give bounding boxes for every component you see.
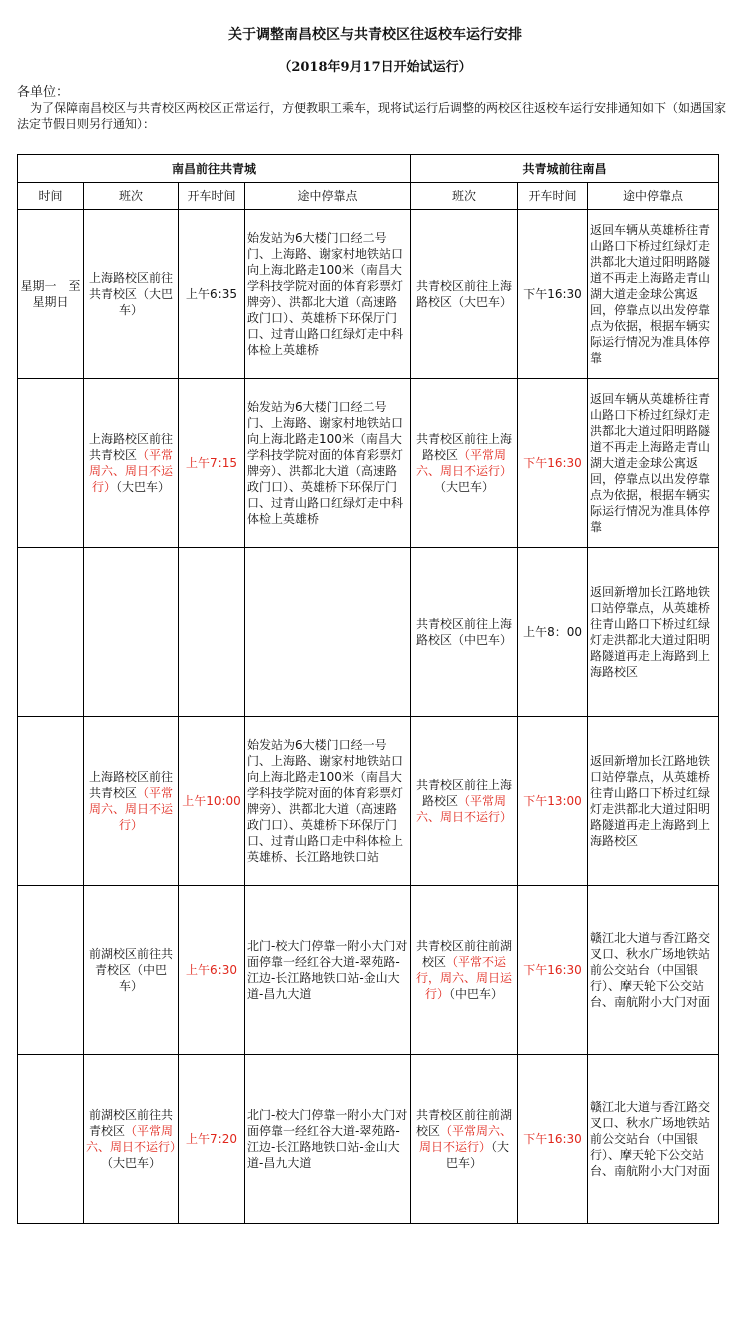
right-route-cell — [411, 717, 518, 886]
right-note: （平常周六、周日不运行） — [416, 794, 513, 824]
right-vehicle: （中巴车） — [449, 987, 504, 1001]
left-depart-cell: 上午6:35 — [179, 210, 245, 379]
right-vehicle: （大巴车） — [434, 480, 495, 494]
header-right-stops: 途中停靠点 — [588, 183, 719, 210]
intro-text: 为了保障南昌校区与共青校区两校区正常运行，方便教职工乘车，现将试运行后调整的两校区往返校车运行安排通知如下（如遇国家法定节假日则另行通知）： — [17, 101, 727, 131]
right-stops-cell: 赣江北大道与香江路交叉口、秋水广场地铁站前公交站台（中国银行）、摩天轮下公交站台、南航附小大门对面 — [588, 1055, 719, 1224]
period-cell — [18, 379, 84, 548]
table-row — [18, 717, 719, 886]
right-vehicle: （大巴车） — [452, 295, 513, 309]
period-cell — [18, 717, 84, 886]
left-route-cell — [84, 886, 179, 1055]
left-depart-cell: 上午6:30 — [179, 886, 245, 1055]
left-route: 上海路校区前往共青校区 — [88, 770, 173, 800]
right-vehicle: （大巴车） — [446, 1140, 510, 1170]
left-vehicle: （大巴车） — [118, 287, 174, 317]
right-route-cell — [411, 886, 518, 1055]
left-note: （平常周六、周日不运行） — [88, 786, 174, 832]
right-route-cell — [411, 548, 518, 717]
right-depart-cell: 下午16:30 — [518, 210, 588, 379]
right-route: 共青校区前往前湖校区 — [416, 939, 513, 969]
right-depart-cell: 上午8：00 — [518, 548, 588, 717]
doc-title: 关于调整南昌校区与共青校区往返校车运行安排 — [228, 27, 522, 43]
left-vehicle: （大巴车） — [116, 480, 171, 494]
left-vehicle: （中巴车） — [118, 963, 168, 993]
period-cell — [18, 1055, 84, 1224]
right-route: 共青校区前往上海路校区 — [416, 617, 513, 647]
right-depart-cell: 下午16:30 — [518, 886, 588, 1055]
left-depart-cell: 上午7:15 — [179, 379, 245, 548]
header-left-stops: 途中停靠点 — [245, 183, 411, 210]
table-row — [18, 210, 719, 379]
group-nanchang-to-gongqing: 南昌前往共青城 — [18, 155, 411, 183]
right-route-cell — [411, 210, 518, 379]
right-stops-cell: 返回新增加长江路地铁口站停靠点，从英雄桥往青山路口下桥过红绿灯走洪都北大道过阳明路隧道再走上海路到上海路校区 — [588, 717, 719, 886]
left-depart-cell: 上午10:00 — [179, 717, 245, 886]
left-route: 前湖校区前往共青校区 — [88, 1108, 173, 1138]
period-cell — [18, 548, 84, 717]
right-route: 共青校区前往前湖校区 — [416, 1108, 513, 1138]
right-note: （平常周六、周日不运行） — [416, 448, 513, 478]
right-depart-cell: 下午16:30 — [518, 1055, 588, 1224]
doc-subtitle: （2018年9月17日开始试运行） — [278, 60, 472, 75]
right-route: 共青校区前往上海路校区 — [416, 778, 513, 808]
right-route-cell — [411, 1055, 518, 1224]
right-note: （平常不运行，周六、周日运行） — [416, 955, 513, 1001]
left-stops-cell: 始发站为6大楼门口经二号门、上海路、谢家村地铁站口向上海北路走100米（南昌大学科技学院对面的体育彩票灯牌旁）、洪都北大道（高速路政门口）、英雄桥下环保厅门口、过青山路口红绿灯走中科体检上英雄桥 — [245, 379, 411, 548]
period-cell — [18, 886, 84, 1055]
right-route: 共青校区前往上海路校区 — [416, 432, 513, 462]
left-route: 上海路校区前往共青校区 — [88, 432, 173, 462]
left-route-cell — [84, 379, 179, 548]
header-right-depart: 开车时间 — [518, 183, 588, 210]
left-stops-cell: 始发站为6大楼门口经二号门、上海路、谢家村地铁站口向上海北路走100米（南昌大学科技学院对面的体育彩票灯牌旁）、洪都北大道（高速路政门口）、英雄桥下环保厅门口、过青山路口红绿灯走中科体检上英雄桥 — [245, 210, 411, 379]
left-route-cell — [84, 210, 179, 379]
header-time: 时间 — [18, 183, 84, 210]
right-stops-cell: 返回车辆从英雄桥往青山路口下桥过红绿灯走洪都北大道过阳明路隧道不再走上海路走青山湖大道走金球公寓返回，停靠点以出发停靠点为依据，根据车辆实际运行情况为准具体停靠 — [588, 379, 719, 548]
header-left-route: 班次 — [84, 183, 179, 210]
left-vehicle: （大巴车） — [100, 1156, 161, 1170]
left-route: 上海路校区前往共青校区 — [88, 271, 173, 301]
left-note: （平常周六、周日不运行） — [86, 1124, 183, 1154]
right-depart-cell: 下午16:30 — [518, 379, 588, 548]
left-depart-cell — [179, 548, 245, 717]
left-route-cell — [84, 1055, 183, 1224]
intro-paragraph — [17, 100, 733, 132]
left-stops-cell: 北门-校大门停靠一附小大门对面停靠一经红谷大道-翠苑路-江边-长江路地铁口站-金山大道-昌九大道 — [245, 1055, 411, 1224]
header-right-route: 班次 — [411, 183, 518, 210]
period-cell: 星期一 至 星期日 — [18, 210, 84, 379]
header-left-depart: 开车时间 — [179, 183, 245, 210]
right-vehicle: （中巴车） — [452, 633, 513, 647]
table-row — [18, 1055, 719, 1224]
right-depart-cell: 下午13:00 — [518, 717, 588, 886]
left-stops-cell: 北门-校大门停靠一附小大门对面停靠一经红谷大道-翠苑路-江边-长江路地铁口站-金山大道-昌九大道 — [245, 886, 411, 1055]
left-depart-cell: 上午7:20 — [179, 1055, 245, 1224]
right-stops-cell: 赣江北大道与香江路交叉口、秋水广场地铁站前公交站台（中国银行）、摩天轮下公交站台、南航附小大门对面 — [588, 886, 719, 1055]
left-route-cell — [84, 548, 179, 717]
group-gongqing-to-nanchang: 共青城前往南昌 — [411, 155, 719, 183]
schedule-table — [17, 154, 719, 1224]
left-note: （平常周六、周日不运行） — [88, 448, 174, 494]
table-row — [18, 548, 719, 717]
right-note: （平常周六、周日不运行） — [419, 1124, 513, 1154]
left-route: 前湖校区前往共青校区 — [88, 947, 173, 977]
table-row — [18, 886, 719, 1055]
left-stops-cell — [245, 548, 411, 717]
salutation: 各单位： — [17, 85, 70, 100]
right-stops-cell: 返回新增加长江路地铁口站停靠点，从英雄桥往青山路口下桥过红绿灯走洪都北大道过阳明路隧道再走上海路到上海路校区 — [588, 548, 719, 717]
left-route-cell — [84, 717, 179, 886]
right-stops-cell: 返回车辆从英雄桥往青山路口下桥过红绿灯走洪都北大道过阳明路隧道不再走上海路走青山湖大道走金球公寓返回，停靠点以出发停靠点为依据，根据车辆实际运行情况为准具体停靠 — [588, 210, 719, 379]
table-row — [18, 379, 719, 548]
left-stops-cell: 始发站为6大楼门口经一号门、上海路、谢家村地铁站口向上海北路走100米（南昌大学科技学院对面的体育彩票灯牌旁）、洪都北大道（高速路政门口）、英雄桥下环保厅门口、过青山路口走中科体检上英雄桥、长江路地铁口站 — [245, 717, 411, 886]
right-route: 共青校区前往上海路校区 — [416, 279, 513, 309]
right-route-cell — [411, 379, 518, 548]
